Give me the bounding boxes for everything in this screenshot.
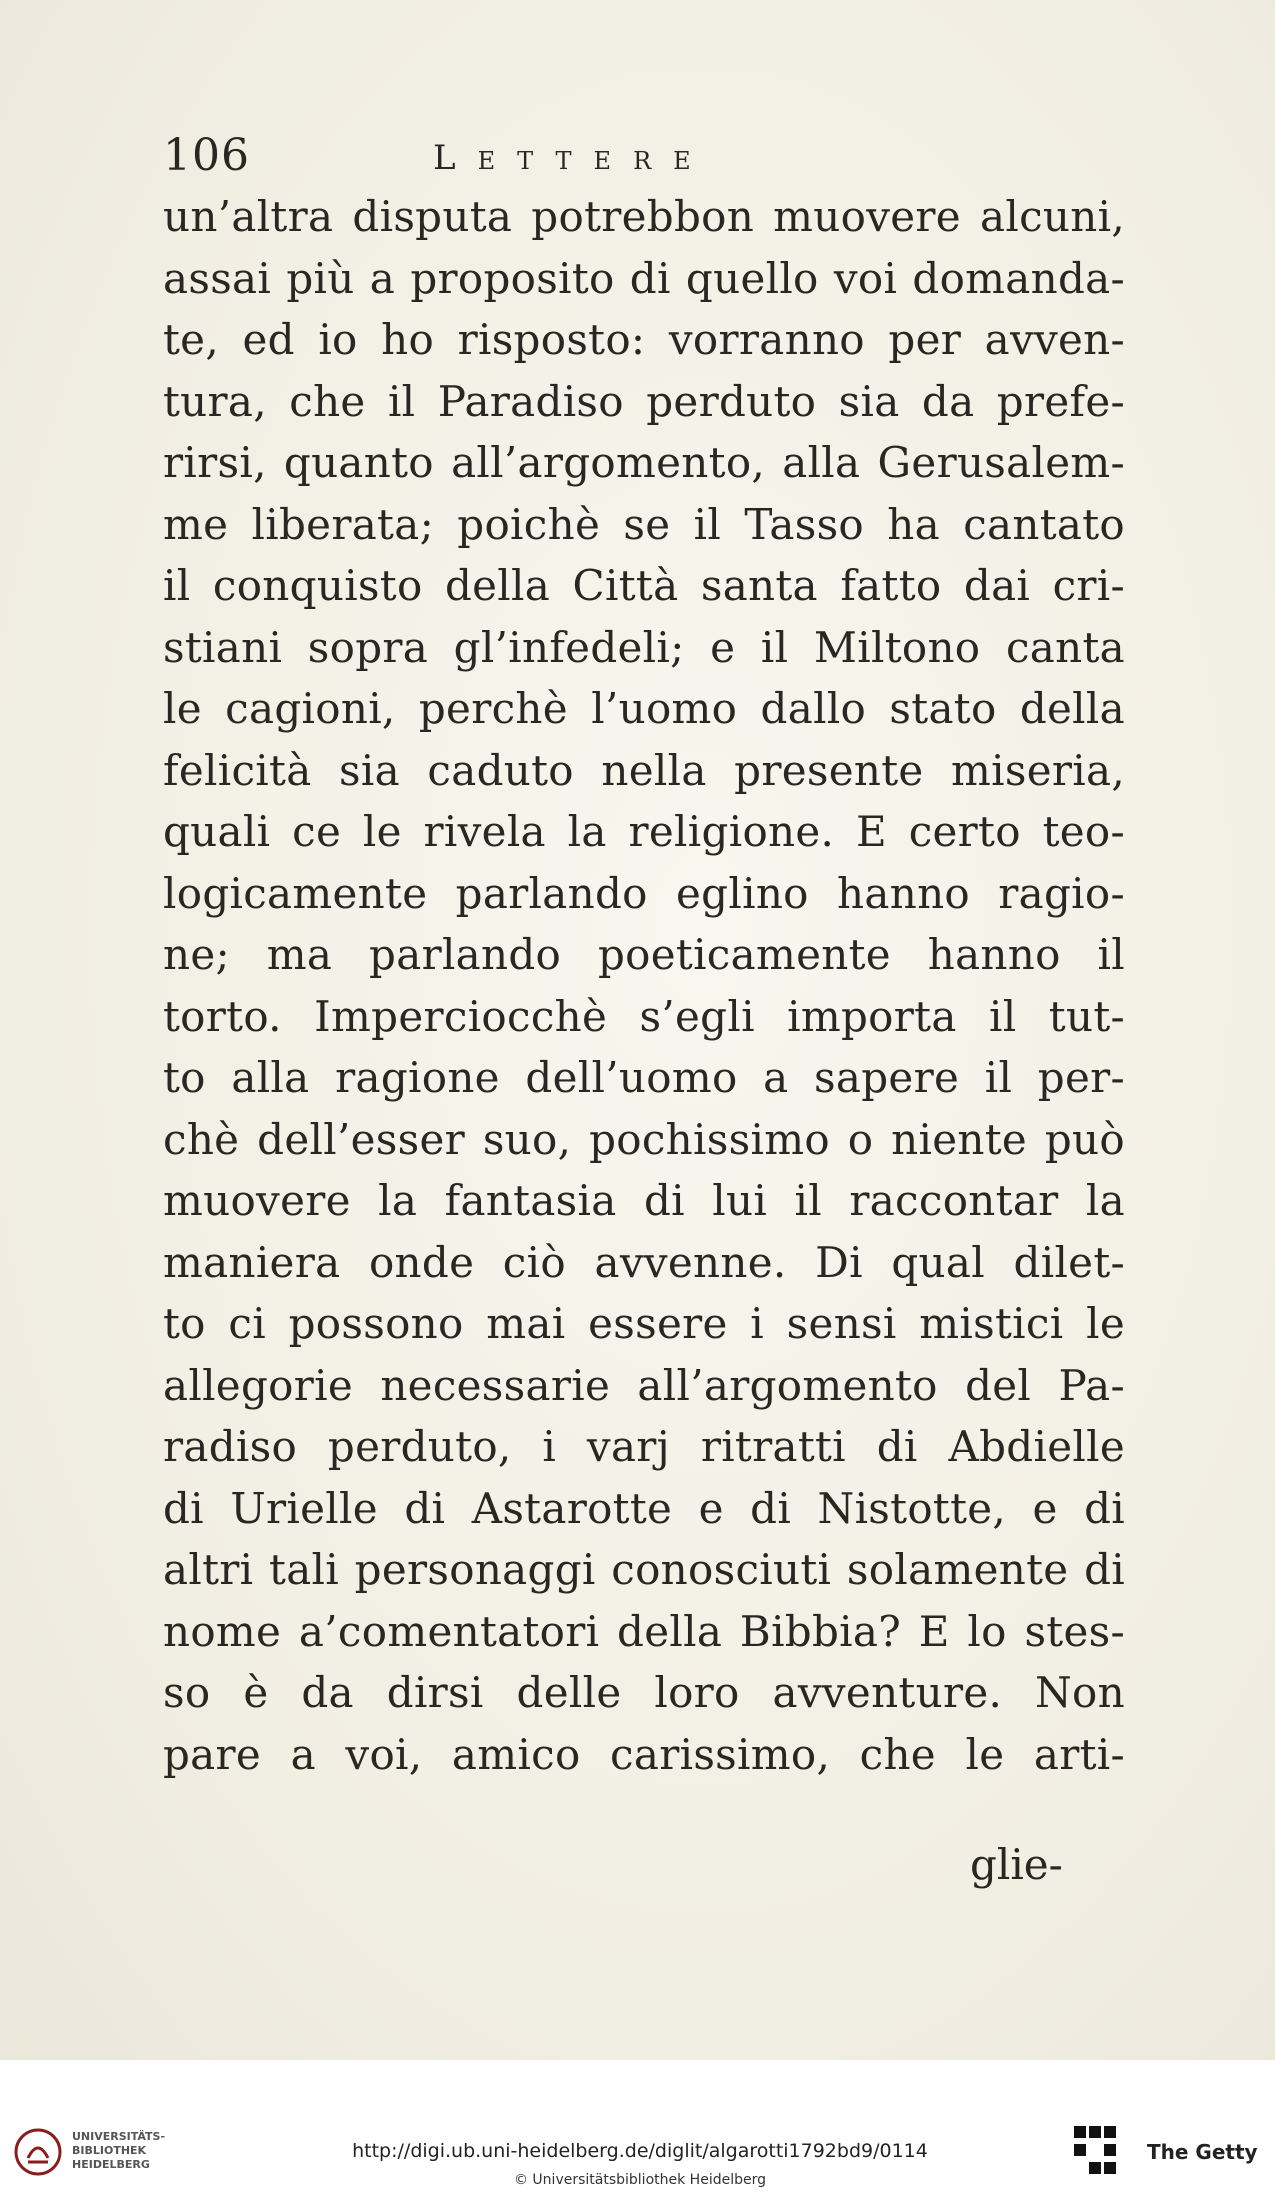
text-line: ne; ma parlando poeticamente hanno il <box>163 930 1125 979</box>
text-line: nome a’comentatori della Bibbia? E lo stes- <box>163 1606 1125 1656</box>
page-header <box>163 128 1063 184</box>
text-line: chè dell’esser suo, pochissimo o niente può <box>163 1114 1125 1164</box>
text-line: assai più a proposito di quello voi domanda- <box>163 253 1125 303</box>
text-line: felicità sia caduto nella presente miseria, <box>163 745 1125 795</box>
text-line: tura, che il Paradiso perduto sia da prefe- <box>163 376 1125 426</box>
text-line: te, ed io ho risposto: vorranno per avven- <box>163 315 1125 364</box>
text-line: logicamente parlando eglino hanno ragio- <box>163 868 1125 918</box>
body-text <box>163 186 1125 1785</box>
text-line: un’altra disputa potrebbon muovere alcuni, <box>163 192 1125 241</box>
text-line: radiso perduto, i varj ritratti di Abdielle <box>163 1422 1125 1471</box>
text-line: pare a voi, amico carissimo, che le arti- <box>163 1729 1125 1779</box>
viewer-footer <box>0 2060 1275 2200</box>
university-library-name-line: UNIVERSITÄTS- <box>72 2130 166 2143</box>
text-line: le cagioni, perchè l’uomo dallo stato della <box>163 684 1125 733</box>
text-line: so è da dirsi delle loro avventure. Non <box>163 1668 1125 1717</box>
university-library-name-line: HEIDELBERG <box>72 2158 150 2171</box>
text-line: me liberata; poichè se il Tasso ha cantato <box>163 499 1125 549</box>
text-line: rirsi, quanto all’argomento, alla Gerusalem- <box>163 438 1125 487</box>
text-line: muovere la fantasia di lui il raccontar la <box>163 1176 1125 1225</box>
text-line: torto. Imperciocchè s’egli importa il tut- <box>163 991 1125 1041</box>
text-line: stiani sopra gl’infedeli; e il Miltono canta <box>163 622 1125 672</box>
text-line: altri tali personaggi conosciuti solamente di <box>163 1545 1125 1594</box>
text-line: maniera onde ciò avvenne. Di qual dilet- <box>163 1237 1125 1287</box>
catchword: glie- <box>970 1840 1063 1889</box>
text-line: allegorie necessarie all’argomento del Pa- <box>163 1360 1125 1410</box>
getty-name: The Getty <box>1147 2140 1258 2164</box>
permalink-url[interactable]: http://digi.ub.uni-heidelberg.de/diglit/algarotti1792bd9/0114 <box>352 2140 928 2162</box>
text-line: il conquisto della Città santa fatto dai cri- <box>163 561 1125 610</box>
getty-logo-icon <box>1072 2124 1118 2176</box>
copyright-notice: © Universitätsbibliothek Heidelberg <box>513 2172 766 2188</box>
university-library-name <box>72 2130 165 2172</box>
page-number: 106 <box>163 130 250 181</box>
text-line: to ci possono mai essere i sensi mistici le <box>163 1299 1125 1348</box>
running-title: Lettere <box>433 138 713 178</box>
university-library-logo-icon <box>14 2128 62 2176</box>
text-line: di Urielle di Astarotte e di Nistotte, e di <box>163 1483 1125 1533</box>
text-line: quali ce le rivela la religione. E certo teo- <box>163 807 1125 856</box>
text-line: to alla ragione dell’uomo a sapere il per- <box>163 1053 1125 1102</box>
university-library-name-line: BIBLIOTHEK <box>72 2144 147 2157</box>
